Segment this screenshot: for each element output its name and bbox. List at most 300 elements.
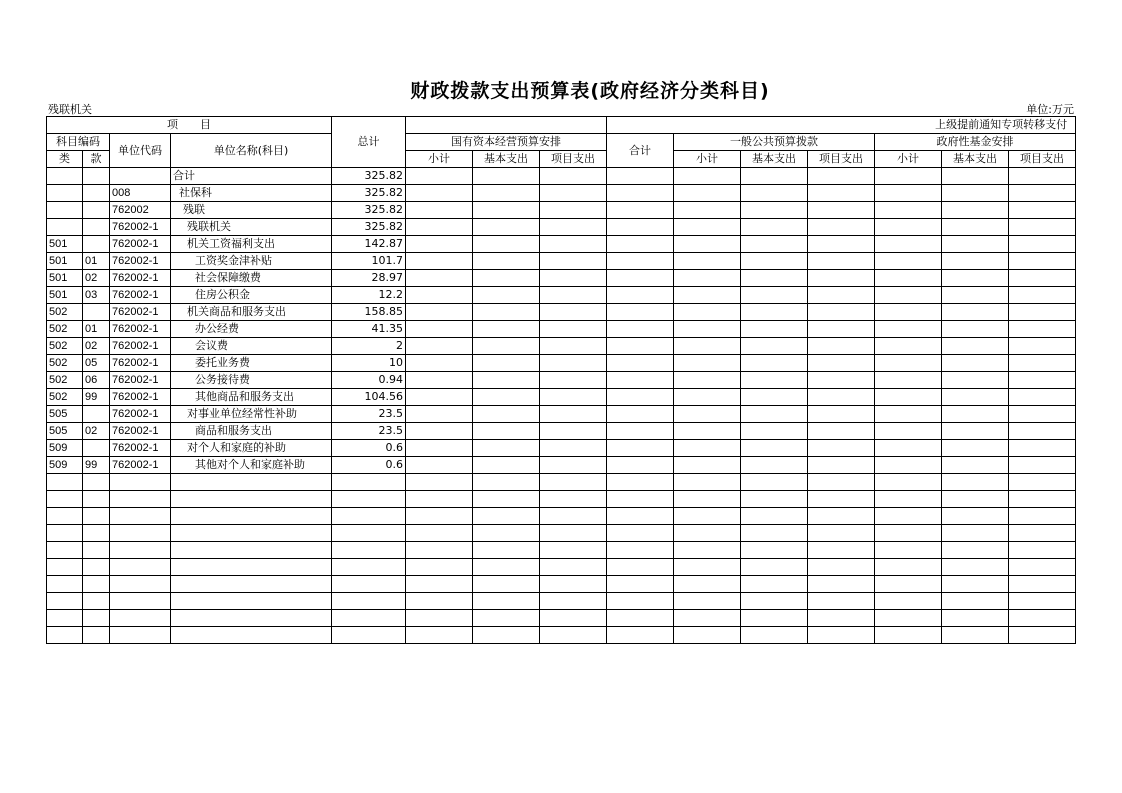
table-row (47, 372, 1076, 389)
cell-empty (741, 168, 808, 185)
cell-lei: 505 (47, 406, 83, 423)
cell-empty (875, 355, 942, 372)
cell-empty (942, 236, 1009, 253)
cell-empty (808, 423, 875, 440)
cell-empty (942, 219, 1009, 236)
cell-empty (741, 372, 808, 389)
cell-empty (942, 542, 1009, 559)
cell-unit-name (171, 542, 332, 559)
cell-empty (1009, 525, 1076, 542)
table-row (47, 202, 1076, 219)
cell-unit-name: 办公经费 (171, 321, 332, 338)
cell-empty (473, 440, 540, 457)
cell-empty (607, 474, 674, 491)
cell-empty (607, 491, 674, 508)
cell-empty (942, 389, 1009, 406)
header-project: 项 目 (47, 117, 332, 134)
cell-empty (607, 627, 674, 644)
cell-lei (47, 474, 83, 491)
cell-empty (741, 185, 808, 202)
cell-empty (540, 423, 607, 440)
cell-unit-name: 社会保障缴费 (171, 270, 332, 287)
cell-empty (607, 440, 674, 457)
cell-total: 10 (332, 355, 406, 372)
cell-empty (540, 440, 607, 457)
cell-empty (607, 542, 674, 559)
cell-empty (674, 185, 741, 202)
table-row (47, 304, 1076, 321)
cell-empty (942, 491, 1009, 508)
cell-empty (473, 389, 540, 406)
cell-empty (406, 236, 473, 253)
cell-total: 0.6 (332, 440, 406, 457)
cell-empty (674, 423, 741, 440)
cell-unit-code: 762002-1 (110, 236, 171, 253)
cell-empty (1009, 508, 1076, 525)
cell-unit-code: 762002-1 (110, 423, 171, 440)
cell-unit-code: 762002-1 (110, 355, 171, 372)
cell-empty (875, 610, 942, 627)
cell-empty (1009, 355, 1076, 372)
cell-unit-code (110, 576, 171, 593)
cell-empty (674, 593, 741, 610)
cell-empty (674, 202, 741, 219)
cell-empty (406, 474, 473, 491)
header-state-capital: 国有资本经营预算安排 (406, 134, 607, 151)
cell-kuan: 02 (83, 338, 110, 355)
table-row (47, 559, 1076, 576)
cell-empty (607, 406, 674, 423)
cell-unit-name (171, 559, 332, 576)
cell-unit-name: 社保科 (171, 185, 332, 202)
cell-kuan (83, 491, 110, 508)
cell-empty (540, 593, 607, 610)
cell-kuan: 01 (83, 321, 110, 338)
cell-empty (607, 202, 674, 219)
cell-lei: 501 (47, 287, 83, 304)
cell-empty (875, 406, 942, 423)
cell-empty (607, 525, 674, 542)
cell-empty (808, 321, 875, 338)
cell-unit-name: 住房公积金 (171, 287, 332, 304)
cell-empty (808, 508, 875, 525)
cell-empty (674, 491, 741, 508)
header-gov-fund: 政府性基金安排 (875, 134, 1076, 151)
cell-empty (607, 457, 674, 474)
header-lei: 类 (47, 151, 83, 168)
cell-empty (741, 593, 808, 610)
cell-empty (942, 372, 1009, 389)
cell-empty (674, 219, 741, 236)
header-general-budget: 一般公共预算拨款 (674, 134, 875, 151)
cell-empty (674, 321, 741, 338)
cell-empty (1009, 440, 1076, 457)
cell-empty (540, 627, 607, 644)
cell-empty (808, 491, 875, 508)
cell-unit-name (171, 491, 332, 508)
cell-empty (741, 559, 808, 576)
cell-empty (808, 185, 875, 202)
cell-lei: 509 (47, 457, 83, 474)
cell-empty (875, 372, 942, 389)
cell-empty (1009, 491, 1076, 508)
cell-empty (540, 321, 607, 338)
table-row (47, 168, 1076, 185)
cell-empty (741, 202, 808, 219)
table-row (47, 355, 1076, 372)
cell-empty (741, 457, 808, 474)
cell-total (332, 525, 406, 542)
header-basic: 基本支出 (741, 151, 808, 168)
header-kuan: 款 (83, 151, 110, 168)
page-title: 财政拨款支出预算表(政府经济分类科目) (410, 80, 770, 102)
cell-empty (741, 219, 808, 236)
cell-kuan: 05 (83, 355, 110, 372)
cell-unit-code (110, 474, 171, 491)
cell-empty (942, 406, 1009, 423)
cell-empty (607, 593, 674, 610)
unit-name: 残联机关 (48, 103, 92, 116)
table-row (47, 253, 1076, 270)
cell-kuan (83, 593, 110, 610)
cell-empty (473, 270, 540, 287)
cell-kuan (83, 542, 110, 559)
cell-empty (406, 270, 473, 287)
cell-empty (875, 525, 942, 542)
table-row (47, 287, 1076, 304)
cell-empty (473, 610, 540, 627)
cell-empty (808, 440, 875, 457)
cell-kuan (83, 474, 110, 491)
cell-unit-code: 008 (110, 185, 171, 202)
cell-lei: 502 (47, 321, 83, 338)
cell-empty (406, 457, 473, 474)
cell-unit-name (171, 593, 332, 610)
table-row (47, 338, 1076, 355)
cell-empty (1009, 219, 1076, 236)
cell-kuan (83, 576, 110, 593)
cell-empty (473, 168, 540, 185)
cell-total (332, 593, 406, 610)
cell-empty (473, 185, 540, 202)
cell-empty (942, 304, 1009, 321)
cell-unit-code: 762002-1 (110, 372, 171, 389)
cell-empty (473, 372, 540, 389)
cell-empty (406, 406, 473, 423)
table-row (47, 491, 1076, 508)
cell-empty (540, 542, 607, 559)
cell-empty (540, 185, 607, 202)
cell-unit-name (171, 525, 332, 542)
cell-empty (808, 287, 875, 304)
cell-empty (406, 168, 473, 185)
header-basic: 基本支出 (942, 151, 1009, 168)
cell-kuan (83, 185, 110, 202)
cell-empty (607, 389, 674, 406)
cell-empty (741, 355, 808, 372)
cell-empty (808, 236, 875, 253)
cell-empty (875, 457, 942, 474)
cell-empty (674, 474, 741, 491)
cell-unit-code: 762002-1 (110, 304, 171, 321)
cell-empty (808, 627, 875, 644)
cell-unit-code: 762002-1 (110, 389, 171, 406)
cell-empty (607, 610, 674, 627)
cell-kuan (83, 168, 110, 185)
cell-empty (540, 576, 607, 593)
cell-unit-name (171, 610, 332, 627)
cell-empty (406, 372, 473, 389)
cell-empty (942, 168, 1009, 185)
cell-empty (406, 525, 473, 542)
cell-unit-name: 机关商品和服务支出 (171, 304, 332, 321)
cell-empty (674, 287, 741, 304)
cell-lei: 509 (47, 440, 83, 457)
cell-empty (875, 236, 942, 253)
cell-empty (808, 304, 875, 321)
cell-empty (808, 542, 875, 559)
table-row (47, 474, 1076, 491)
table-row (47, 321, 1076, 338)
cell-total (332, 576, 406, 593)
cell-empty (406, 542, 473, 559)
header-project-exp: 项目支出 (808, 151, 875, 168)
cell-unit-name: 公务接待费 (171, 372, 332, 389)
cell-empty (1009, 627, 1076, 644)
header-total: 总计 (332, 117, 406, 168)
cell-unit-name (171, 576, 332, 593)
cell-empty (406, 202, 473, 219)
cell-lei (47, 627, 83, 644)
cell-empty (942, 457, 1009, 474)
cell-empty (540, 253, 607, 270)
cell-empty (406, 559, 473, 576)
cell-empty (607, 355, 674, 372)
cell-empty (540, 491, 607, 508)
cell-total: 0.94 (332, 372, 406, 389)
cell-empty (540, 559, 607, 576)
cell-unit-name: 残联 (171, 202, 332, 219)
cell-empty (674, 610, 741, 627)
cell-kuan (83, 627, 110, 644)
cell-empty (875, 627, 942, 644)
cell-empty (875, 270, 942, 287)
cell-empty (942, 593, 1009, 610)
cell-empty (540, 202, 607, 219)
cell-empty (540, 270, 607, 287)
cell-empty (473, 491, 540, 508)
cell-unit-code: 762002-1 (110, 219, 171, 236)
cell-empty (875, 474, 942, 491)
cell-empty (540, 236, 607, 253)
cell-unit-code: 762002-1 (110, 270, 171, 287)
cell-empty (607, 372, 674, 389)
cell-kuan (83, 219, 110, 236)
header-subtotal: 小计 (674, 151, 741, 168)
cell-unit-code: 762002-1 (110, 440, 171, 457)
cell-lei: 501 (47, 253, 83, 270)
cell-lei (47, 491, 83, 508)
cell-lei (47, 559, 83, 576)
cell-lei (47, 219, 83, 236)
cell-unit-name: 其他商品和服务支出 (171, 389, 332, 406)
cell-empty (808, 389, 875, 406)
cell-empty (607, 576, 674, 593)
table-row (47, 185, 1076, 202)
cell-lei (47, 168, 83, 185)
cell-lei (47, 610, 83, 627)
table-row (47, 389, 1076, 406)
cell-empty (540, 610, 607, 627)
cell-empty (473, 202, 540, 219)
cell-empty (1009, 168, 1076, 185)
cell-unit-code: 762002-1 (110, 321, 171, 338)
cell-empty (875, 491, 942, 508)
cell-empty (942, 355, 1009, 372)
cell-empty (607, 287, 674, 304)
header-project-exp: 项目支出 (1009, 151, 1076, 168)
cell-total (332, 474, 406, 491)
cell-empty (473, 219, 540, 236)
cell-empty (875, 389, 942, 406)
cell-empty (1009, 474, 1076, 491)
table-row (47, 270, 1076, 287)
cell-empty (942, 627, 1009, 644)
cell-empty (473, 593, 540, 610)
cell-unit-name: 对事业单位经常性补助 (171, 406, 332, 423)
cell-empty (540, 474, 607, 491)
header-subtotal: 小计 (406, 151, 473, 168)
cell-empty (942, 508, 1009, 525)
cell-unit-code (110, 627, 171, 644)
cell-unit-name: 委托业务费 (171, 355, 332, 372)
cell-unit-code (110, 491, 171, 508)
cell-empty (607, 559, 674, 576)
cell-empty (741, 253, 808, 270)
cell-empty (808, 270, 875, 287)
cell-empty (674, 270, 741, 287)
cell-empty (406, 287, 473, 304)
cell-total: 325.82 (332, 185, 406, 202)
cell-empty (875, 593, 942, 610)
cell-empty (674, 525, 741, 542)
cell-empty (808, 610, 875, 627)
cell-empty (406, 185, 473, 202)
table-row (47, 593, 1076, 610)
header-subtotal: 小计 (875, 151, 942, 168)
cell-empty (741, 542, 808, 559)
cell-empty (875, 304, 942, 321)
cell-empty (875, 253, 942, 270)
cell-unit-name: 工资奖金津补贴 (171, 253, 332, 270)
cell-lei (47, 576, 83, 593)
cell-empty (607, 236, 674, 253)
cell-empty (406, 440, 473, 457)
cell-kuan: 06 (83, 372, 110, 389)
cell-kuan: 02 (83, 270, 110, 287)
cell-empty (1009, 236, 1076, 253)
cell-empty (406, 219, 473, 236)
cell-empty (875, 440, 942, 457)
cell-empty (1009, 389, 1076, 406)
cell-total: 28.97 (332, 270, 406, 287)
cell-empty (674, 304, 741, 321)
table-row (47, 406, 1076, 423)
cell-empty (607, 423, 674, 440)
cell-empty (473, 321, 540, 338)
cell-total: 104.56 (332, 389, 406, 406)
cell-lei (47, 593, 83, 610)
cell-empty (942, 610, 1009, 627)
cell-unit-name (171, 627, 332, 644)
cell-empty (473, 525, 540, 542)
cell-empty (674, 542, 741, 559)
cell-empty (540, 525, 607, 542)
cell-empty (741, 491, 808, 508)
cell-lei: 502 (47, 355, 83, 372)
cell-unit-code (110, 542, 171, 559)
cell-empty (875, 542, 942, 559)
cell-empty (473, 287, 540, 304)
cell-empty (674, 372, 741, 389)
cell-total (332, 508, 406, 525)
header-blank (406, 117, 607, 134)
cell-kuan (83, 304, 110, 321)
table-row (47, 627, 1076, 644)
cell-unit-name: 机关工资福利支出 (171, 236, 332, 253)
cell-unit-code (110, 525, 171, 542)
cell-total: 142.87 (332, 236, 406, 253)
cell-empty (741, 304, 808, 321)
cell-unit-code: 762002-1 (110, 253, 171, 270)
table-row (47, 542, 1076, 559)
cell-lei: 505 (47, 423, 83, 440)
cell-empty (942, 525, 1009, 542)
cell-empty (540, 508, 607, 525)
cell-empty (1009, 593, 1076, 610)
cell-lei: 501 (47, 236, 83, 253)
cell-empty (741, 389, 808, 406)
cell-empty (741, 406, 808, 423)
cell-empty (875, 559, 942, 576)
cell-empty (406, 253, 473, 270)
cell-empty (473, 355, 540, 372)
cell-empty (942, 474, 1009, 491)
cell-empty (674, 355, 741, 372)
cell-empty (808, 338, 875, 355)
cell-empty (741, 525, 808, 542)
cell-unit-name: 商品和服务支出 (171, 423, 332, 440)
cell-lei: 501 (47, 270, 83, 287)
cell-empty (875, 202, 942, 219)
cell-empty (473, 253, 540, 270)
cell-empty (808, 202, 875, 219)
cell-empty (942, 270, 1009, 287)
cell-unit-code: 762002-1 (110, 457, 171, 474)
cell-empty (875, 576, 942, 593)
cell-kuan (83, 440, 110, 457)
cell-empty (674, 508, 741, 525)
table-row (47, 610, 1076, 627)
cell-unit-code (110, 508, 171, 525)
cell-empty (473, 423, 540, 440)
cell-empty (875, 321, 942, 338)
cell-empty (406, 389, 473, 406)
cell-kuan: 02 (83, 423, 110, 440)
cell-empty (540, 287, 607, 304)
cell-empty (1009, 338, 1076, 355)
cell-unit-code: 762002-1 (110, 338, 171, 355)
